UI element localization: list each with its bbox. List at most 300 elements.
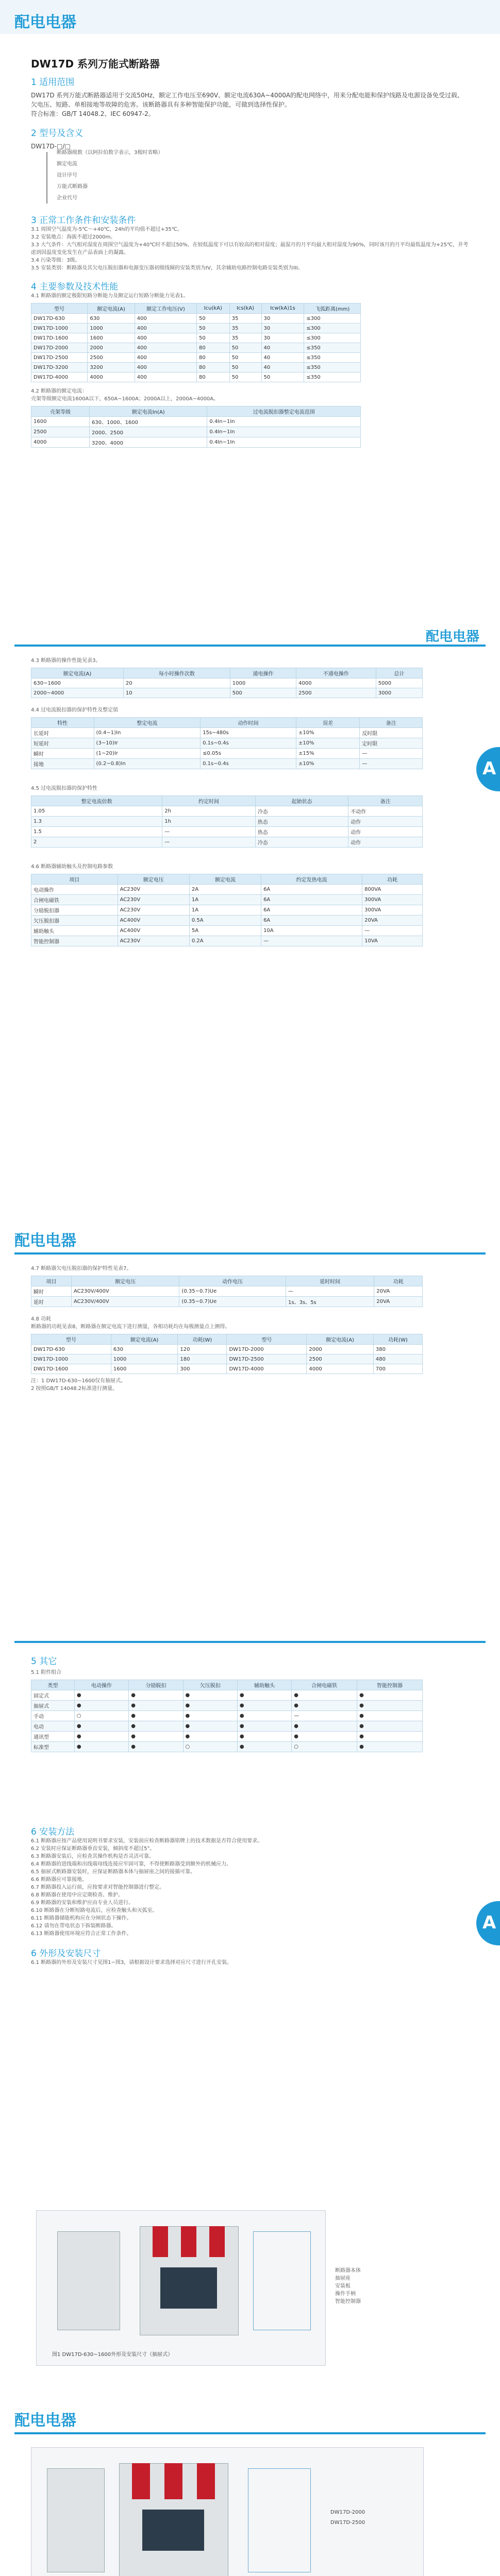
table-cell: 0.2A [189, 936, 261, 946]
table-cell: ● [237, 1690, 291, 1701]
table-cell: AC400V [118, 916, 189, 926]
cond-item: 3.1 周围空气温度为-5℃～+40℃，24h的平均值不超过+35℃。 [31, 227, 183, 232]
table-row [31, 905, 423, 916]
table-cell: 2500 [31, 427, 90, 437]
table-cell: 冷态 [255, 837, 348, 848]
scope-text: DW17D 系列万能式断路器适用于交流50Hz，额定工作电压至690V、额定电流630A~4000A的配电网络中，用来分配电能和保护线路及电源设备免受过载、欠电压、短路、单相接地等故障的危害。该断路器具有多种智能保护功能，可做到选择性保护。 [31, 92, 464, 108]
table-cell: ● [292, 1690, 357, 1701]
table-cell: DW17D-2000 [227, 1345, 307, 1354]
table-cell: ● [237, 1711, 291, 1721]
table-row [31, 1711, 423, 1721]
table-header-cell: 延时时间 [286, 1276, 374, 1286]
table-cell: DW17D-2500 [31, 353, 88, 363]
table-cell: ● [129, 1732, 183, 1742]
table-header-cell: 功耗 [374, 1276, 423, 1286]
table-cell: ○ [74, 1711, 128, 1721]
table-cell: 手动 [31, 1711, 75, 1721]
dimensions-text: 6.1 断路器的外形及安装尺寸见图1~图3，请根据设计要求选择对应尺寸进行开孔安装。 [31, 1960, 232, 1965]
figure-caption: 图1 DW17D-630~1600外形及安装尺寸（抽屉式） [52, 2352, 173, 2358]
table-cell: 0.1s~0.4s [201, 738, 296, 749]
table-header-cell: 额定电流(A) [88, 303, 135, 314]
table-row [31, 728, 423, 738]
table-cell: ● [357, 1721, 423, 1732]
section-params: 4 主要参数及技术性能 [31, 282, 119, 292]
model-line [46, 152, 47, 204]
table-cell: DW17D-4000 [31, 372, 88, 382]
table-header-cell: 过电流脱扣器整定电流范围 [207, 406, 361, 417]
table-8 [31, 1334, 423, 1374]
table-4 [31, 717, 423, 769]
table-cell: AC230V/400V [71, 1297, 179, 1307]
table-cell: AC230V [118, 936, 189, 946]
table-row [31, 1286, 423, 1297]
divider [14, 2432, 486, 2434]
table-cell: 30 [261, 324, 304, 333]
table-cell: 电动操作 [31, 885, 118, 895]
divider [14, 1252, 486, 1255]
table-cell: 400 [135, 372, 196, 382]
model-diagram [31, 142, 469, 209]
table-cell: DW17D-2000 [31, 343, 88, 353]
table-header-cell: 型号 [227, 1334, 307, 1345]
table-cell: 10VA [362, 936, 423, 946]
red-pole [197, 2463, 215, 2499]
table-cell: 固定式 [31, 1690, 75, 1701]
table-cell: 1000 [88, 324, 135, 333]
table-row [31, 343, 361, 353]
table-header-cell: 约定发热电流 [261, 874, 362, 885]
table-cell: 480 [373, 1354, 422, 1364]
install-item: 6.5 抽屉式断路器安装时，应保证断路器本体与抽屉座之间的接插可靠。 [31, 1869, 196, 1875]
table-cell: 合闸电磁铁 [31, 895, 118, 905]
table-cell: 3200、4000 [90, 437, 207, 448]
table-header-cell: 功耗(W) [178, 1334, 227, 1345]
table-cell: DW17D-4000 [227, 1364, 307, 1374]
table-cell: 500 [230, 688, 296, 698]
table-cell: 630、1000、1600 [90, 417, 207, 427]
table-cell: 通讯型 [31, 1732, 75, 1742]
breaker-side [57, 2231, 120, 2330]
table-cell: 瞬时 [31, 749, 94, 759]
legend-item: 操作手柄 [335, 2291, 356, 2297]
table-row [31, 759, 423, 769]
table-cell: 反时限 [360, 728, 423, 738]
table-cell: AC230V/400V [71, 1286, 179, 1297]
table-cell: ≤350 [304, 343, 361, 353]
table-header-cell: 型号 [31, 303, 88, 314]
model-code: DW17D-□/□ [31, 143, 71, 150]
header-banner-1 [0, 0, 500, 34]
table-cell: — [292, 1711, 357, 1721]
control-panel [142, 2510, 204, 2551]
red-pole [164, 2463, 182, 2499]
table-cell: 4000 [88, 372, 135, 382]
table-cell: 400 [135, 333, 196, 343]
table-cell: 40 [261, 343, 304, 353]
table-cell: ● [129, 1711, 183, 1721]
model-item: 额定电流 [57, 161, 77, 167]
product-title: DW17D 系列万能式断路器 [31, 58, 160, 70]
table-row [31, 936, 423, 946]
table-cell: — [286, 1286, 374, 1297]
table-cell: ○ [183, 1742, 237, 1752]
install-item: 6.10 断路器在分断短路电流后，应检查触头和灭弧室。 [31, 1908, 158, 1913]
table-cell: 2000 [88, 343, 135, 353]
section-install: 6 安装方法 [31, 1827, 75, 1837]
table-cell: ● [357, 1732, 423, 1742]
panel-cutout [253, 2231, 311, 2330]
fig-note: DW17D-2500 [330, 2520, 365, 2526]
table-row [31, 926, 423, 936]
table-row [31, 363, 361, 372]
table-cell: 400 [135, 324, 196, 333]
table-cell: 630~1600 [31, 679, 124, 688]
table-cell: 2h [162, 806, 256, 817]
table-cell: — [162, 837, 256, 848]
table-header-cell: 每小时操作次数 [123, 668, 230, 679]
divider [14, 645, 486, 647]
install-list [31, 1837, 454, 1938]
table-1 [31, 303, 361, 382]
table-cell: 0.1s~0.4s [201, 759, 296, 769]
table-cell: ● [357, 1701, 423, 1711]
table-cell: 35 [229, 314, 261, 324]
table-header-cell: 整定电流倍数 [31, 796, 162, 806]
table-cell: 1h [162, 817, 256, 827]
table-cell: ● [357, 1711, 423, 1721]
table-cell: ● [74, 1742, 128, 1752]
table-cell: 2500 [88, 353, 135, 363]
table-row [31, 1742, 423, 1752]
table-header-cell: 不通电操作 [296, 668, 376, 679]
rated-current-title: 4.2 断路器的额定电流： [31, 388, 88, 394]
brand-title: 配电电器 [14, 1232, 76, 1250]
table-cell: DW17D-630 [31, 1345, 111, 1354]
table-cell: 分励脱扣器 [31, 905, 118, 916]
table-3 [31, 668, 423, 698]
red-pole [181, 2226, 196, 2257]
table-cell: 1600 [88, 333, 135, 343]
table-cell: 6A [261, 916, 362, 926]
cond-item: 3.3 大气条件：大气相对湿度在周围空气温度为+40℃时不超过50%，在较低温度下可以有较高的相对湿度；最湿月的月平均最大相对湿度为90%，同时该月的月平均最低温度为+25℃，并考虑到因温度变化发生在产品表面上的凝露。 [31, 242, 469, 256]
table-cell: ≤300 [304, 324, 361, 333]
table-cell: 120 [178, 1345, 227, 1354]
table-cell: ● [129, 1742, 183, 1752]
table-cell: 400 [135, 363, 196, 372]
red-pole [153, 2226, 168, 2257]
table-cell: 短延时 [31, 738, 94, 749]
table-row [31, 738, 423, 749]
table-cell: 辅助触头 [31, 926, 118, 936]
table-cell: 2500 [296, 688, 376, 698]
table-header-cell: 合闸电磁铁 [292, 1680, 357, 1690]
table-row [31, 916, 423, 926]
table-cell: 80 [197, 353, 230, 363]
table-header-cell: 约定时间 [162, 796, 256, 806]
table-cell: (0.35~0.7)Ue [179, 1286, 286, 1297]
page-1 [31, 56, 469, 448]
brand-title: 配电电器 [14, 2412, 76, 2430]
table-cell: (3~10)Ir [94, 738, 201, 749]
table-cell: 6A [261, 895, 362, 905]
table-cell: 接地 [31, 759, 94, 769]
table-cell: 50 [229, 363, 261, 372]
table-cell: 180 [178, 1354, 227, 1364]
table-header-cell: 整定电流 [94, 718, 201, 728]
table-cell: ● [129, 1690, 183, 1701]
table-header-cell: 总计 [376, 668, 422, 679]
table-cell: 0.4In~1In [207, 427, 361, 437]
table-cell: 20VA [374, 1286, 423, 1297]
page-4 [31, 1654, 454, 1967]
install-item: 6.4 断路器的进线端和出线端母线连接应牢固可靠，不得使断路器受到额外的机械应力。 [31, 1861, 232, 1867]
trip-char-title: 4.5 过电流脱扣器的保护特性 [31, 786, 98, 791]
table-cell: 智能控制器 [31, 936, 118, 946]
cond-item: 3.4 污染等级：3级。 [31, 258, 80, 263]
model-item: 断路器级数（以阿拉伯数字表示，3极时省略） [57, 150, 163, 156]
table-cell: ● [74, 1732, 128, 1742]
table-cell: 热态 [255, 817, 348, 827]
params-intro: 4.1 断路器的额定极限短路分断能力及额定运行短路分断能力见表1。 [31, 293, 189, 299]
table-header-cell: 项目 [31, 1276, 72, 1286]
aux-title: 4.6 断路器辅助触头及控制电路参数 [31, 864, 113, 870]
table-cell: 5000 [376, 679, 422, 688]
table-header-cell: 类型 [31, 1680, 75, 1690]
table-cell: 630 [111, 1345, 178, 1354]
table-cell: 动作 [348, 827, 423, 837]
table-cell: 4000 [307, 1364, 374, 1374]
table-header-cell: 额定电压 [118, 874, 189, 885]
table-header-cell: Ics(kA) [229, 303, 261, 314]
table-cell: 1s、3s、5s [286, 1297, 374, 1307]
table-cell: AC230V [118, 885, 189, 895]
table-cell: 30 [261, 314, 304, 324]
table-header-cell: 备注 [348, 796, 423, 806]
table-header-cell: 功耗 [362, 874, 423, 885]
table-cell: 50 [197, 333, 230, 343]
panel-cutout [248, 2468, 311, 2572]
table-cell: 700 [373, 1364, 422, 1374]
table-cell: 2000~4000 [31, 688, 124, 698]
table-header-cell: 动作电压 [179, 1276, 286, 1286]
table-cell: — [162, 827, 256, 837]
table-cell: 1A [189, 895, 261, 905]
red-pole [132, 2463, 150, 2499]
table-cell: 40 [261, 363, 304, 372]
figure-2 [31, 2447, 424, 2576]
table-row [31, 749, 423, 759]
table-row [31, 1690, 423, 1701]
control-panel [160, 2267, 217, 2309]
table-row [31, 885, 423, 895]
install-item: 6.11 断路器储能机构应在分闸状态下操作。 [31, 1916, 132, 1921]
table-cell: AC400V [118, 926, 189, 936]
header-banner-5 [0, 2398, 500, 2432]
install-item: 6.13 断路器使用环境应符合正常工作条件。 [31, 1931, 132, 1937]
table-row [31, 1354, 423, 1364]
table-cell: ● [183, 1701, 237, 1711]
table-cell: 2A [189, 885, 261, 895]
legend-item: 安装板 [335, 2283, 351, 2289]
table-cell: 1.5 [31, 827, 162, 837]
table-cell: ● [357, 1690, 423, 1701]
table-cell: ● [357, 1742, 423, 1752]
table-header-cell: 额定电流(A) [31, 668, 124, 679]
table-cell: 1A [189, 905, 261, 916]
table-cell: 1600 [111, 1364, 178, 1374]
table-cell: 长延时 [31, 728, 94, 738]
table-6 [31, 874, 423, 946]
table-cell: 4000 [31, 437, 90, 448]
table-cell: — [360, 749, 423, 759]
install-item: 6.2 安装时应保证断路器垂直安装，倾斜度不超过5°。 [31, 1846, 155, 1852]
table-cell: 0.4In~1In [207, 417, 361, 427]
table-cell: DW17D-1000 [31, 324, 88, 333]
table-cell: 50 [229, 353, 261, 363]
divider [14, 1641, 486, 1643]
power-text: 断路器的功耗见表8，断路器在额定电流下进行测量，各相功耗均在每极测量点上测得。 [31, 1324, 230, 1330]
table-row [31, 1345, 423, 1354]
table-2 [31, 406, 361, 448]
table-row [31, 1364, 423, 1374]
table-cell: 300 [178, 1364, 227, 1374]
table-row [31, 817, 423, 827]
table-row [31, 827, 423, 837]
table-cell: ±10% [296, 738, 359, 749]
table-cell: 0.4In~1In [207, 437, 361, 448]
table-cell: DW17D-630 [31, 314, 88, 324]
table-cell: ±15% [296, 749, 359, 759]
table-cell: DW17D-1600 [31, 333, 88, 343]
table-header-cell: 备注 [360, 718, 423, 728]
table-cell: 动作 [348, 817, 423, 827]
table-cell: (1~20)Ir [94, 749, 201, 759]
table-cell: (0.2~0.8)In [94, 759, 201, 769]
table-cell: ● [292, 1721, 357, 1732]
table-cell: 50 [197, 314, 230, 324]
table-cell: 延时 [31, 1297, 72, 1307]
table-cell: 4000 [296, 679, 376, 688]
table-cell: ● [237, 1742, 291, 1752]
table-row [31, 679, 423, 688]
table-row [31, 806, 423, 817]
table-row [31, 1701, 423, 1711]
page-2 [31, 657, 454, 946]
install-item: 6.9 断路器的安装和维护应由专业人员进行。 [31, 1900, 134, 1906]
table-row [31, 688, 423, 698]
table-cell: DW17D-1600 [31, 1364, 111, 1374]
table-header-cell: 分励脱扣 [129, 1680, 183, 1690]
table-header-cell: 辅助触头 [237, 1680, 291, 1690]
table-cell: ● [183, 1690, 237, 1701]
table-header-cell: 动作时间 [201, 718, 296, 728]
table-cell: 热态 [255, 827, 348, 837]
table-cell: ≤300 [304, 333, 361, 343]
table-row [31, 895, 423, 905]
install-item: 6.6 断路器应可靠接地。 [31, 1877, 88, 1883]
table-header-cell: 功耗(W) [373, 1334, 422, 1345]
table-cell: 2 [31, 837, 162, 848]
table-header-cell: 通电操作 [230, 668, 296, 679]
brand-title: 配电电器 [14, 13, 76, 31]
table-cell: 欠压脱扣器 [31, 916, 118, 926]
table-cell: 15s~480s [201, 728, 296, 738]
section-tab-a [476, 747, 500, 791]
table-cell: 不动作 [348, 806, 423, 817]
table-cell: 定时限 [360, 738, 423, 749]
table-cell: 400 [135, 343, 196, 353]
section-conditions: 3 正常工作条件和安装条件 [31, 215, 136, 226]
table-cell: 1.05 [31, 806, 162, 817]
table-cell: 3000 [376, 688, 422, 698]
table-cell: 380 [373, 1345, 422, 1354]
uv-title: 4.7 断路器欠电压脱扣器的保护特性见表7。 [31, 1266, 132, 1272]
table-cell: ● [183, 1721, 237, 1732]
breaker-side [47, 2468, 105, 2572]
table-cell: 50 [229, 372, 261, 382]
legend-item: 抽屉座 [335, 2276, 351, 2281]
table-cell: ● [74, 1701, 128, 1711]
model-item: 万能式断路器 [57, 184, 88, 190]
table-header-cell: 误差 [296, 718, 359, 728]
table-cell: 0.5A [189, 916, 261, 926]
table-5 [31, 795, 423, 848]
table-cell: 50 [197, 324, 230, 333]
table-cell: ● [74, 1721, 128, 1732]
table-header-cell: 欠压脱扣 [183, 1680, 237, 1690]
table-cell: 20VA [362, 916, 423, 926]
table-header-cell: 额定电流In(A) [90, 406, 207, 417]
table-cell: ○ [292, 1742, 357, 1752]
table-header-cell: 额定电流 [189, 874, 261, 885]
table-cell: 动作 [348, 837, 423, 848]
section-scope: 1 适用范围 [31, 77, 75, 88]
table-cell: 40 [261, 353, 304, 363]
table-cell: 80 [197, 343, 230, 353]
table-row [31, 1732, 423, 1742]
brand-title: 配电电器 [425, 629, 479, 645]
table-cell: 2000、2500 [90, 427, 207, 437]
table-cell: DW17D-1000 [31, 1354, 111, 1364]
cond-item: 3.5 安装类别：断路器及其欠电压脱扣器和电源变压器初级线圈的安装类别为IV，其余辅助电路控制电路安装类别为III。 [31, 265, 303, 271]
table-cell: 800VA [362, 885, 423, 895]
table-cell: 400 [135, 314, 196, 324]
install-item: 6.3 断路器安装后，应检查其操作机构是否灵活可靠。 [31, 1854, 155, 1859]
table-cell: 400 [135, 353, 196, 363]
table-row [31, 837, 423, 848]
table-cell: 630 [88, 314, 135, 324]
table-header-cell: 额定电流(A) [307, 1334, 374, 1345]
table-cell: 300VA [362, 905, 423, 916]
install-item: 6.7 断路器投入运行前，应按要求对智能控制器进行整定。 [31, 1885, 165, 1890]
table-cell: ● [237, 1701, 291, 1711]
legend-item: 断路器本体 [335, 2268, 361, 2274]
figure-1 [36, 2210, 326, 2366]
table-cell: 冷态 [255, 806, 348, 817]
tab-letter: A [482, 1912, 496, 1933]
table-cell: 50 [229, 343, 261, 353]
rated-current-text: 壳架等级额定电流1600A以下，650A~1600A；2000A以上，2000A~4000A。 [31, 396, 219, 402]
table-cell: (0.4~1)In [94, 728, 201, 738]
table-row [31, 417, 361, 427]
table-header-cell: 智能控制器 [357, 1680, 423, 1690]
table-cell: ● [237, 1721, 291, 1732]
table-cell: 20 [123, 679, 230, 688]
figure-1-legend [335, 2267, 361, 2306]
table-cell: 80 [197, 363, 230, 372]
table-cell: ● [129, 1701, 183, 1711]
table-cell: 80 [197, 372, 230, 382]
